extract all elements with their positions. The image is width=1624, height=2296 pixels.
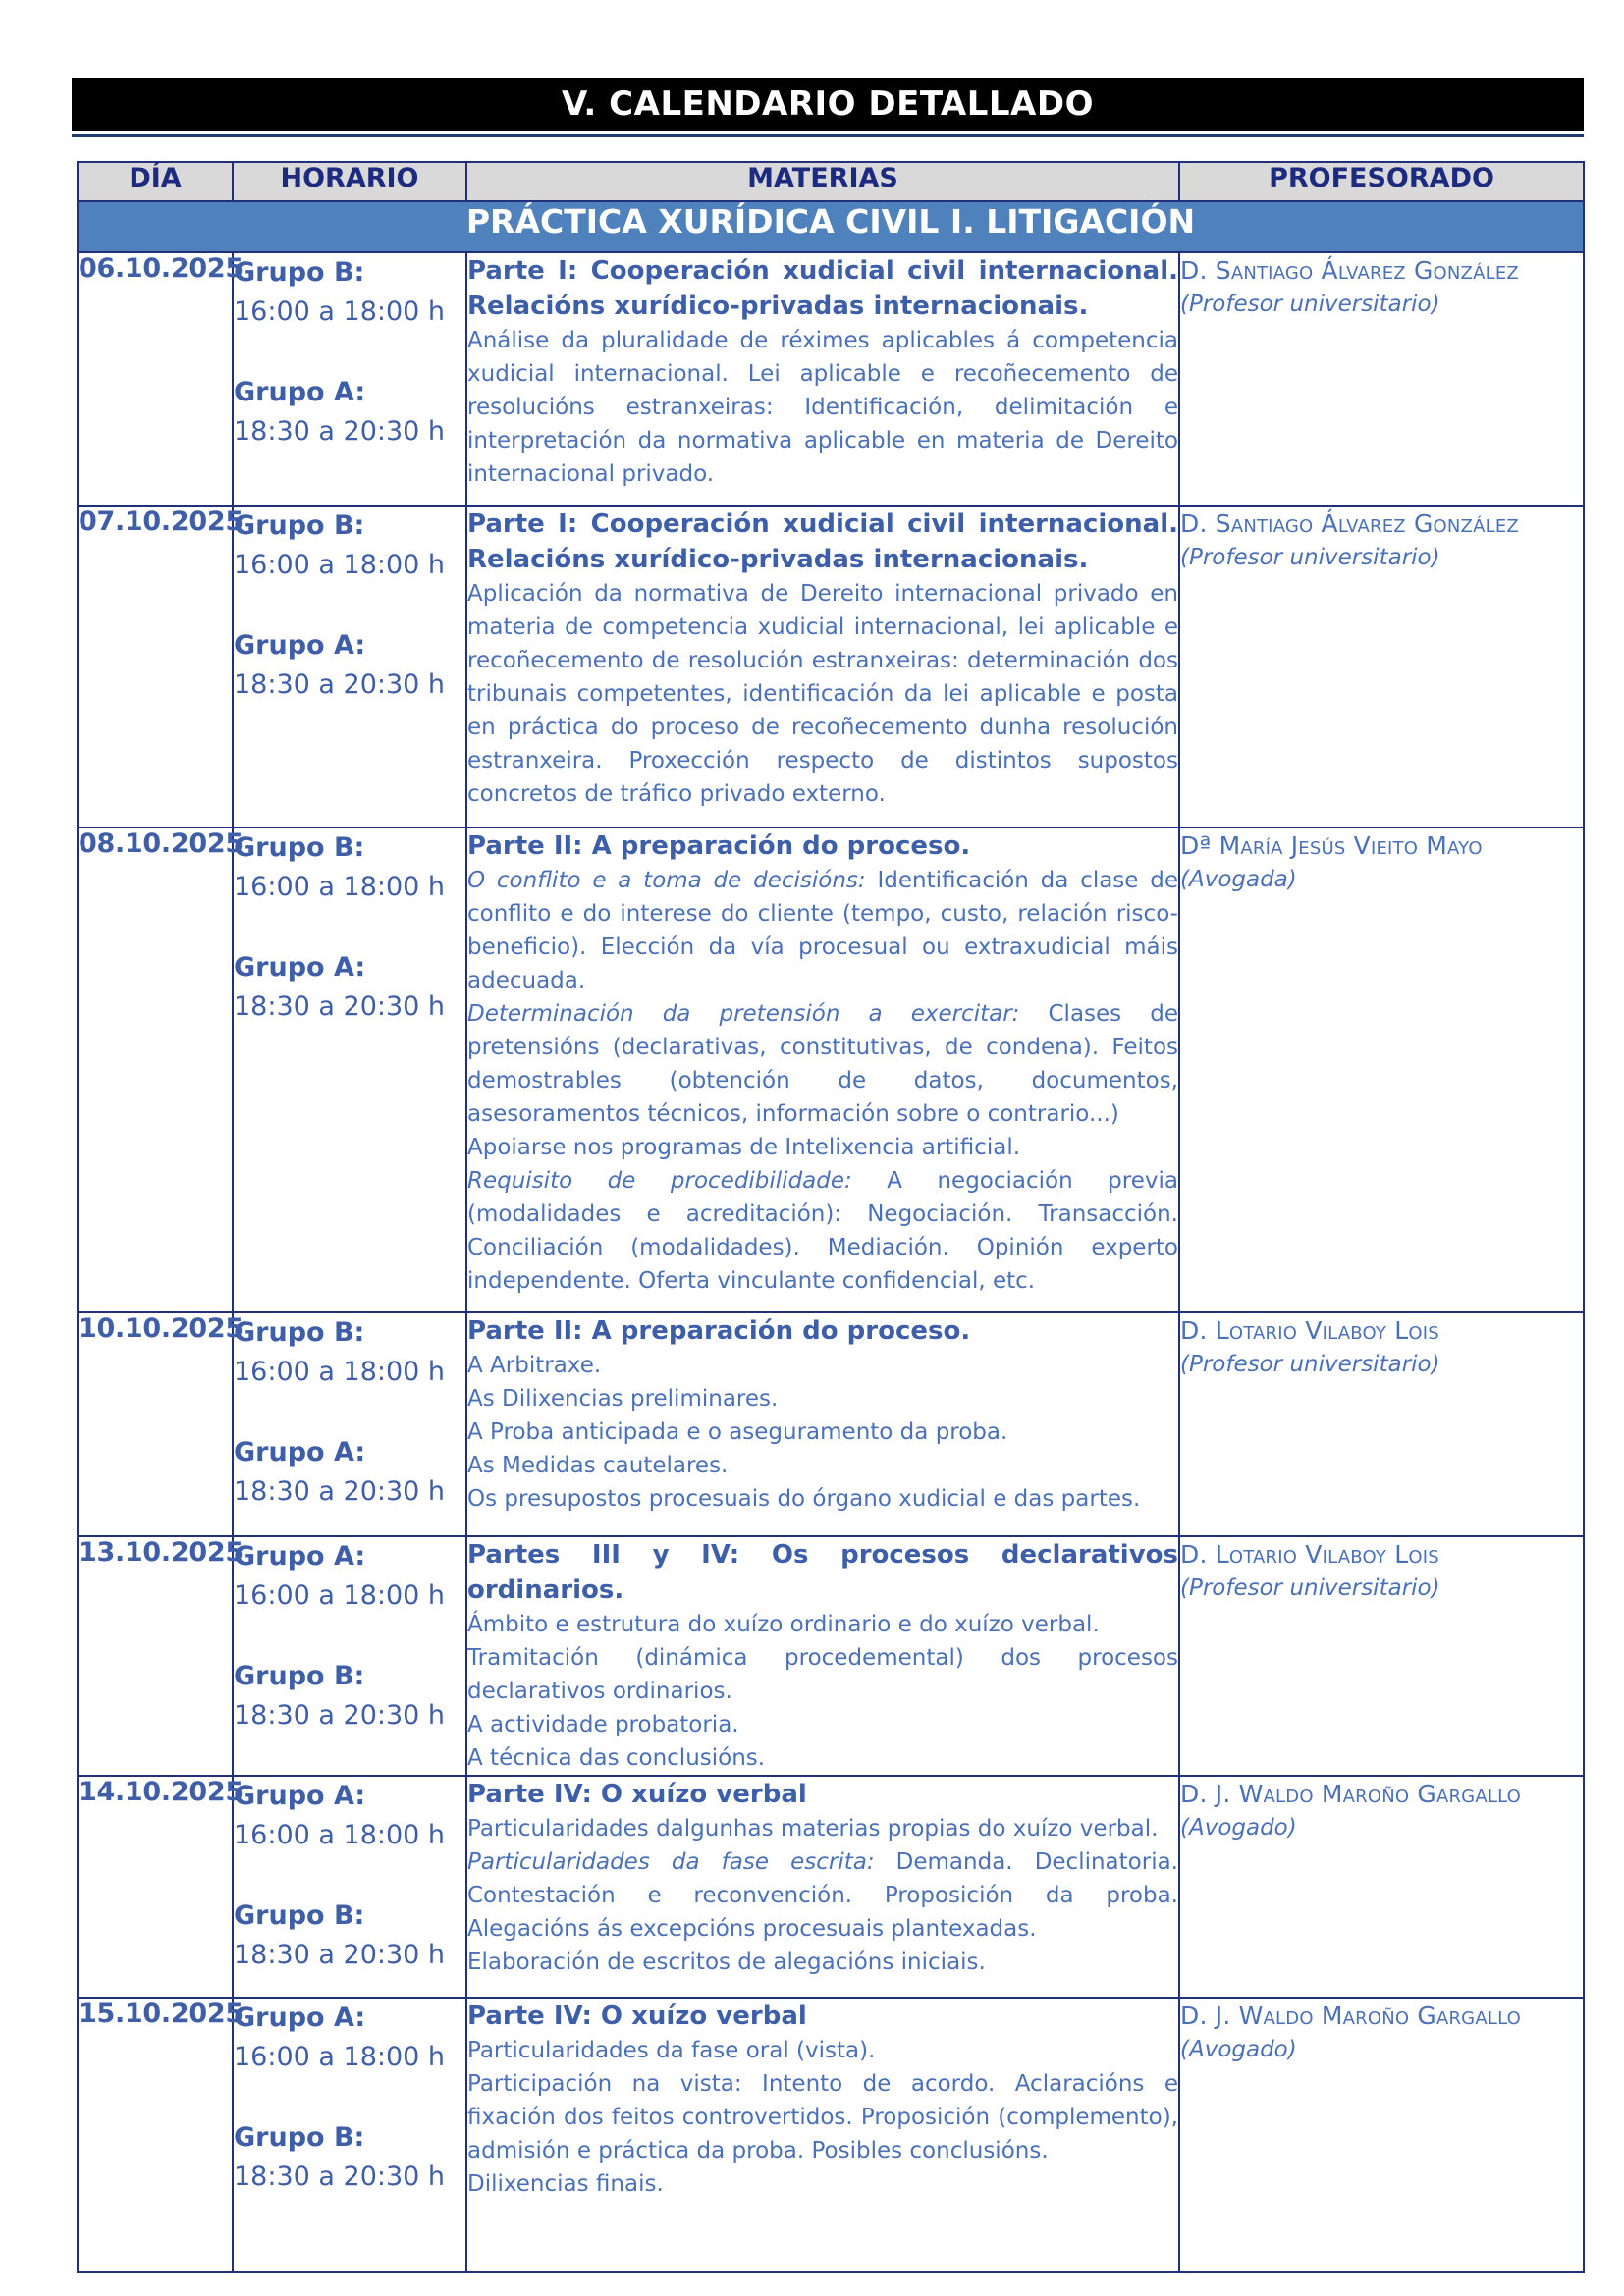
group-label: Grupo B: xyxy=(234,1317,365,1348)
subject-title: Partes III y IV: Os procesos declarativos ordinarios. xyxy=(467,1540,1178,1605)
time-range: 16:00 a 18:00 h xyxy=(234,1820,446,1850)
subject-title: Parte I: Cooperación xudicial civil internacional. Relacións xurídico-privadas internacionais. xyxy=(467,509,1178,574)
group-label: Grupo B: xyxy=(234,1900,365,1931)
header-materias: MATERIAS xyxy=(466,162,1179,201)
subject-cell xyxy=(466,252,1179,506)
teacher-name: D. Santiago Álvarez González xyxy=(1180,509,1519,538)
teacher-role: (Profesor universitario) xyxy=(1180,1352,1440,1377)
subject-line: A Proba anticipada e o aseguramento da proba. xyxy=(467,1419,1008,1445)
day-cell: 07.10.2025 xyxy=(78,506,233,828)
day-cell: 14.10.2025 xyxy=(78,1776,233,1998)
teacher-cell xyxy=(1179,1312,1584,1536)
group-label: Grupo A: xyxy=(234,377,366,407)
subject-line: As Medidas cautelares. xyxy=(467,1453,729,1478)
time-range: 18:30 a 20:30 h xyxy=(234,991,446,1022)
header-profesorado: PROFESORADO xyxy=(1179,162,1584,201)
teacher-cell xyxy=(1179,828,1584,1312)
subject-line: Apoiarse nos programas de Intelixencia artificial. xyxy=(467,1135,1021,1160)
day-cell: 13.10.2025 xyxy=(78,1536,233,1776)
schedule-cell xyxy=(233,1312,466,1536)
subject-paragraph: Particularidades da fase escrita: Demanda. Declinatoria. Contestación e reconvención. Proposición da proba. Alegacións ás excepcións procesuais plantexadas. xyxy=(467,1849,1178,1942)
header-dia: DÍA xyxy=(78,162,233,201)
subject-line: Tramitación (dinámica procedemental) dos procesos declarativos ordinarios. xyxy=(467,1645,1178,1704)
subject-paragraph: Determinación da pretensión a exercitar: Clases de pretensións (declarativas, constitutivas, de condena). Feitos demostrables (obtención de datos, documentos, asesoramentos técnicos, información sobre o contrario...) xyxy=(467,1001,1178,1127)
subject-paragraph: Requisito de procedibilidade: A negociación previa (modalidades e acreditación): Negociación. Transacción. Conciliación (modalidades). Mediación. Opinión experto independente. Oferta vinculante confidencial, etc. xyxy=(467,1168,1178,1294)
time-range: 16:00 a 18:00 h xyxy=(234,2042,446,2072)
page-title: V. CALENDARIO DETALLADO xyxy=(72,78,1584,131)
subject-line: Os presupostos procesuais do órgano xudicial e das partes. xyxy=(467,1486,1141,1512)
teacher-name: D. Santiago Álvarez González xyxy=(1180,256,1519,285)
schedule-cell xyxy=(233,252,466,506)
subject-subheading: Requisito de procedibilidade: xyxy=(467,1168,852,1194)
group-label: Grupo B: xyxy=(234,1661,365,1691)
subject-line: Participación na vista: Intento de acordo. Aclaracións e fixación dos feitos controvertidos. Proposición (complemento), admisión e práctica da proba. Posibles conclusións. xyxy=(467,2071,1178,2163)
table-row xyxy=(78,506,1584,828)
group-label: Grupo B: xyxy=(234,832,365,863)
subject-cell xyxy=(466,828,1179,1312)
subject-cell xyxy=(466,1776,1179,1998)
subject-line: As Dilixencias preliminares. xyxy=(467,1386,779,1412)
day-cell: 10.10.2025 xyxy=(78,1312,233,1536)
subject-title: Parte II: A preparación do proceso. xyxy=(467,831,971,861)
time-range: 18:30 a 20:30 h xyxy=(234,1476,446,1507)
time-range: 16:00 a 18:00 h xyxy=(234,296,446,327)
teacher-name: D. J. Waldo Maroño Gargallo xyxy=(1180,1780,1522,1808)
time-range: 18:30 a 20:30 h xyxy=(234,1700,446,1731)
time-range: 18:30 a 20:30 h xyxy=(234,416,446,447)
group-label: Grupo B: xyxy=(234,510,365,541)
teacher-role: (Avogado) xyxy=(1180,2037,1297,2062)
table-row xyxy=(78,252,1584,506)
section-title: PRÁCTICA XURÍDICA CIVIL I. LITIGACIÓN xyxy=(78,201,1584,252)
table-row xyxy=(78,1998,1584,2272)
subject-line: Particularidades da fase oral (vista). xyxy=(467,2038,876,2063)
subject-title: Parte II: A preparación do proceso. xyxy=(467,1316,971,1346)
time-range: 18:30 a 20:30 h xyxy=(234,1940,446,1970)
subject-paragraph: O conflito e a toma de decisións: Identificación da clase de conflito e do interese do cliente (tempo, custo, relación risco-beneficio). Elección da vía procesual ou extraxudicial máis adecuada. xyxy=(467,868,1178,993)
schedule-cell xyxy=(233,506,466,828)
subject-subheading: Determinación da pretensión a exercitar: xyxy=(467,1001,1020,1027)
time-range: 18:30 a 20:30 h xyxy=(234,669,446,700)
subject-cell xyxy=(466,1998,1179,2272)
time-range: 16:00 a 18:00 h xyxy=(234,1357,446,1387)
subject-title: Parte I: Cooperación xudicial civil internacional. Relacións xurídico-privadas internacionais. xyxy=(467,256,1178,321)
teacher-cell xyxy=(1179,1998,1584,2272)
subject-line: Elaboración de escritos de alegacións iniciais. xyxy=(467,1949,986,1975)
group-label: Grupo A: xyxy=(234,2002,366,2033)
group-label: Grupo A: xyxy=(234,630,366,661)
header-horario: HORARIO xyxy=(233,162,466,201)
teacher-name: D. J. Waldo Maroño Gargallo xyxy=(1180,2002,1522,2030)
teacher-role: (Avogado) xyxy=(1180,1815,1297,1841)
table-row xyxy=(78,1536,1584,1776)
time-range: 16:00 a 18:00 h xyxy=(234,872,446,902)
table-row xyxy=(78,1776,1584,1998)
subject-line: Particularidades dalgunhas materias propias do xuízo verbal. xyxy=(467,1816,1159,1842)
day-cell: 06.10.2025 xyxy=(78,252,233,506)
schedule-cell xyxy=(233,828,466,1312)
table-row xyxy=(78,1312,1584,1536)
subject-cell xyxy=(466,1536,1179,1776)
teacher-role: (Profesor universitario) xyxy=(1180,1575,1440,1601)
time-range: 18:30 a 20:30 h xyxy=(234,2162,446,2192)
calendar-table xyxy=(77,161,1585,2273)
subject-subheading: O conflito e a toma de decisións: xyxy=(467,868,866,893)
group-label: Grupo A: xyxy=(234,1437,366,1468)
subject-title: Parte IV: O xuízo verbal xyxy=(467,1780,807,1809)
teacher-name: D. Lotario Vilaboy Lois xyxy=(1180,1316,1439,1345)
teacher-role: (Avogada) xyxy=(1180,867,1297,892)
subject-line: Dilixencias finais. xyxy=(467,2171,664,2197)
subject-line: Análise da pluralidade de réximes aplicables á competencia xudicial internacional. Lei aplicable e recoñecemento de resolucións estranxeiras: Identificación, delimitación e interpretación da normativa aplicable en materia de Dereito internacional privado. xyxy=(467,328,1178,487)
teacher-name: D. Lotario Vilaboy Lois xyxy=(1180,1540,1439,1569)
teacher-cell xyxy=(1179,1776,1584,1998)
schedule-cell xyxy=(233,1998,466,2272)
time-range: 16:00 a 18:00 h xyxy=(234,1580,446,1611)
subject-title: Parte IV: O xuízo verbal xyxy=(467,2002,807,2031)
group-label: Grupo A: xyxy=(234,1541,366,1572)
subject-cell xyxy=(466,506,1179,828)
group-label: Grupo A: xyxy=(234,1781,366,1811)
subject-line: A técnica das conclusións. xyxy=(467,1745,766,1771)
schedule-cell xyxy=(233,1776,466,1998)
teacher-cell xyxy=(1179,506,1584,828)
day-cell: 15.10.2025 xyxy=(78,1998,233,2272)
subject-line: Aplicación da normativa de Dereito internacional privado en materia de competencia xudicial internacional, lei aplicable e recoñecemento de resolución estranxeiras: determinación dos tribunais competentes, identificación da lei aplicable e posta en práctica do proceso de recoñecemento dunha resolución estranxeira. Proxección respecto de distintos supostos concretos de tráfico privado externo. xyxy=(467,581,1178,807)
teacher-role: (Profesor universitario) xyxy=(1180,292,1440,317)
group-label: Grupo B: xyxy=(234,2122,365,2153)
title-underline xyxy=(72,134,1584,137)
subject-line: A Arbitraxe. xyxy=(467,1353,602,1378)
schedule-cell xyxy=(233,1536,466,1776)
day-cell: 08.10.2025 xyxy=(78,828,233,1312)
group-label: Grupo B: xyxy=(234,257,365,288)
teacher-name: Dª María Jesús Vieito Mayo xyxy=(1180,831,1483,860)
teacher-cell xyxy=(1179,1536,1584,1776)
subject-line: Ámbito e estrutura do xuízo ordinario e do xuízo verbal. xyxy=(467,1612,1100,1637)
header-row xyxy=(78,162,1584,201)
section-row xyxy=(78,201,1584,252)
teacher-role: (Profesor universitario) xyxy=(1180,545,1440,570)
subject-line: A actividade probatoria. xyxy=(467,1712,739,1737)
subject-cell xyxy=(466,1312,1179,1536)
table-row xyxy=(78,828,1584,1312)
group-label: Grupo A: xyxy=(234,952,366,983)
teacher-cell xyxy=(1179,252,1584,506)
subject-subheading: Particularidades da fase escrita: xyxy=(467,1849,875,1875)
time-range: 16:00 a 18:00 h xyxy=(234,550,446,580)
